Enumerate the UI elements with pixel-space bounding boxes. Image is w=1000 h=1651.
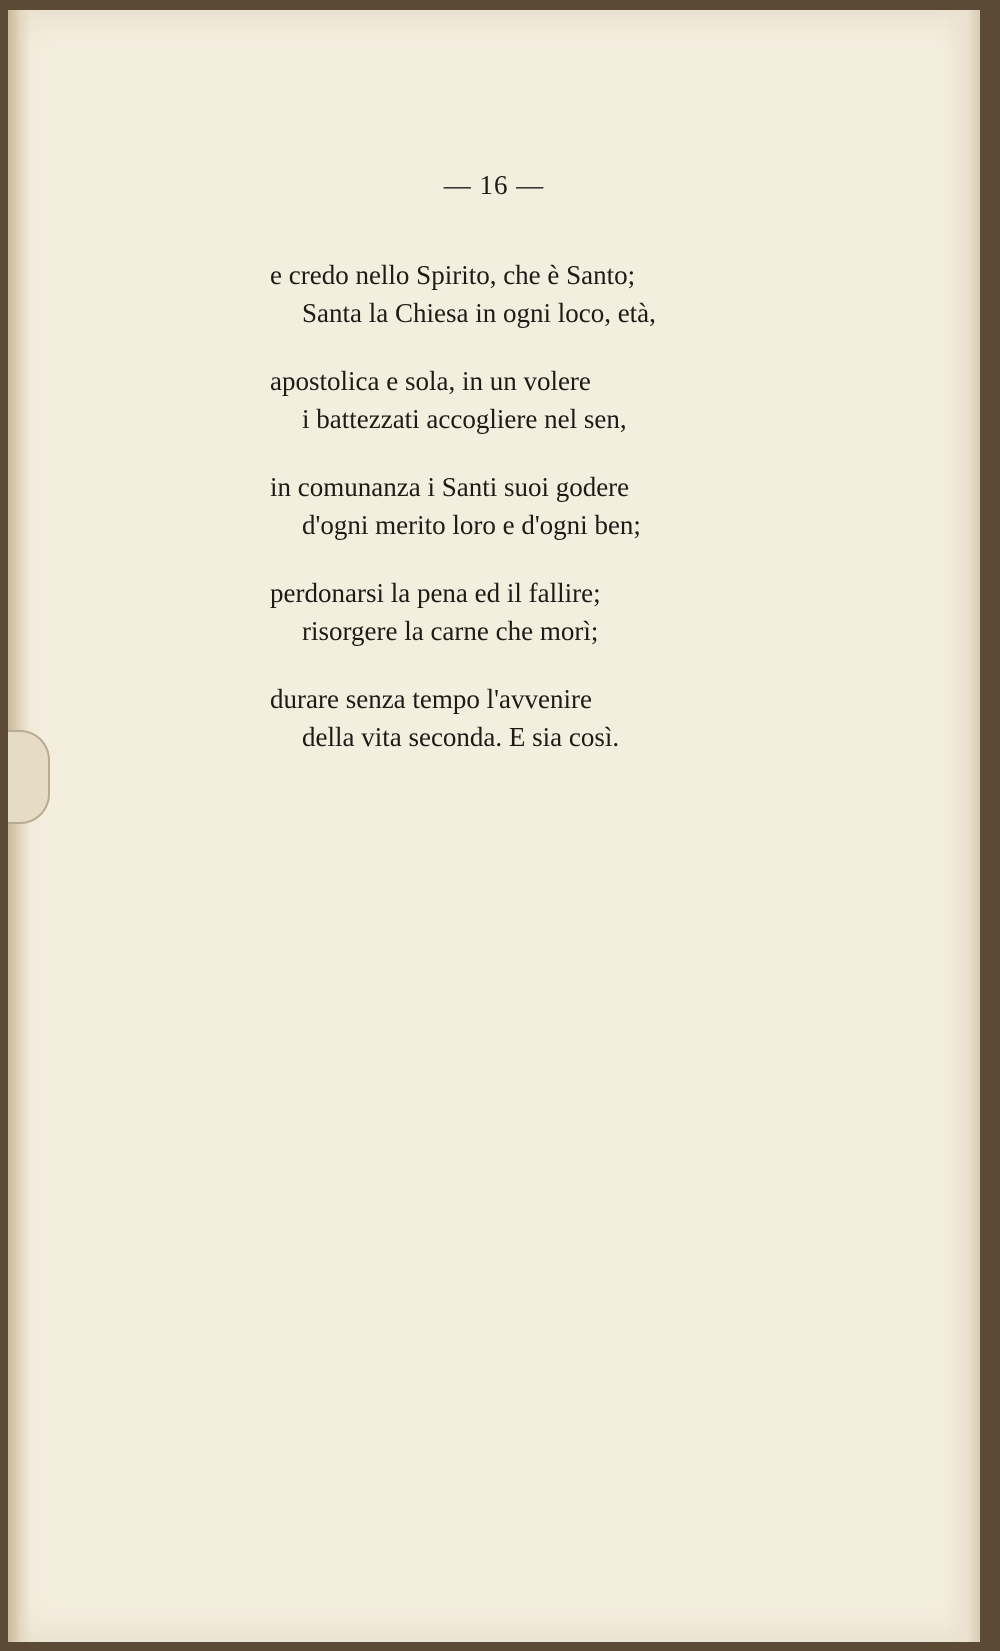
poem-line: della vita seconda. E sia così. — [302, 722, 620, 752]
poem-text — [270, 256, 830, 786]
poem-line: risorgere la carne che morì; — [302, 616, 599, 646]
page-number: — 16 — — [443, 170, 545, 200]
stanza — [270, 362, 830, 438]
poem-line: perdonarsi la pena ed il fallire; — [270, 578, 601, 608]
page-right-edge — [946, 10, 980, 1642]
stanza — [270, 574, 830, 650]
poem-line: apostolica e sola, in un volere — [270, 366, 591, 396]
page-left-edge — [8, 10, 30, 1642]
page-tab-mark — [8, 730, 50, 824]
poem-line: e credo nello Spirito, che è Santo; — [270, 260, 636, 290]
poem-line: Santa la Chiesa in ogni loco, età, — [302, 298, 656, 328]
stanza — [270, 680, 830, 756]
book-page — [8, 10, 980, 1642]
poem-line: i battezzati accogliere nel sen, — [302, 404, 627, 434]
poem-line: in comunanza i Santi suoi godere — [270, 472, 630, 502]
stanza — [270, 256, 830, 332]
poem-line: d'ogni merito loro e d'ogni ben; — [302, 510, 641, 540]
poem-line: durare senza tempo l'avvenire — [270, 684, 592, 714]
stanza — [270, 468, 830, 544]
